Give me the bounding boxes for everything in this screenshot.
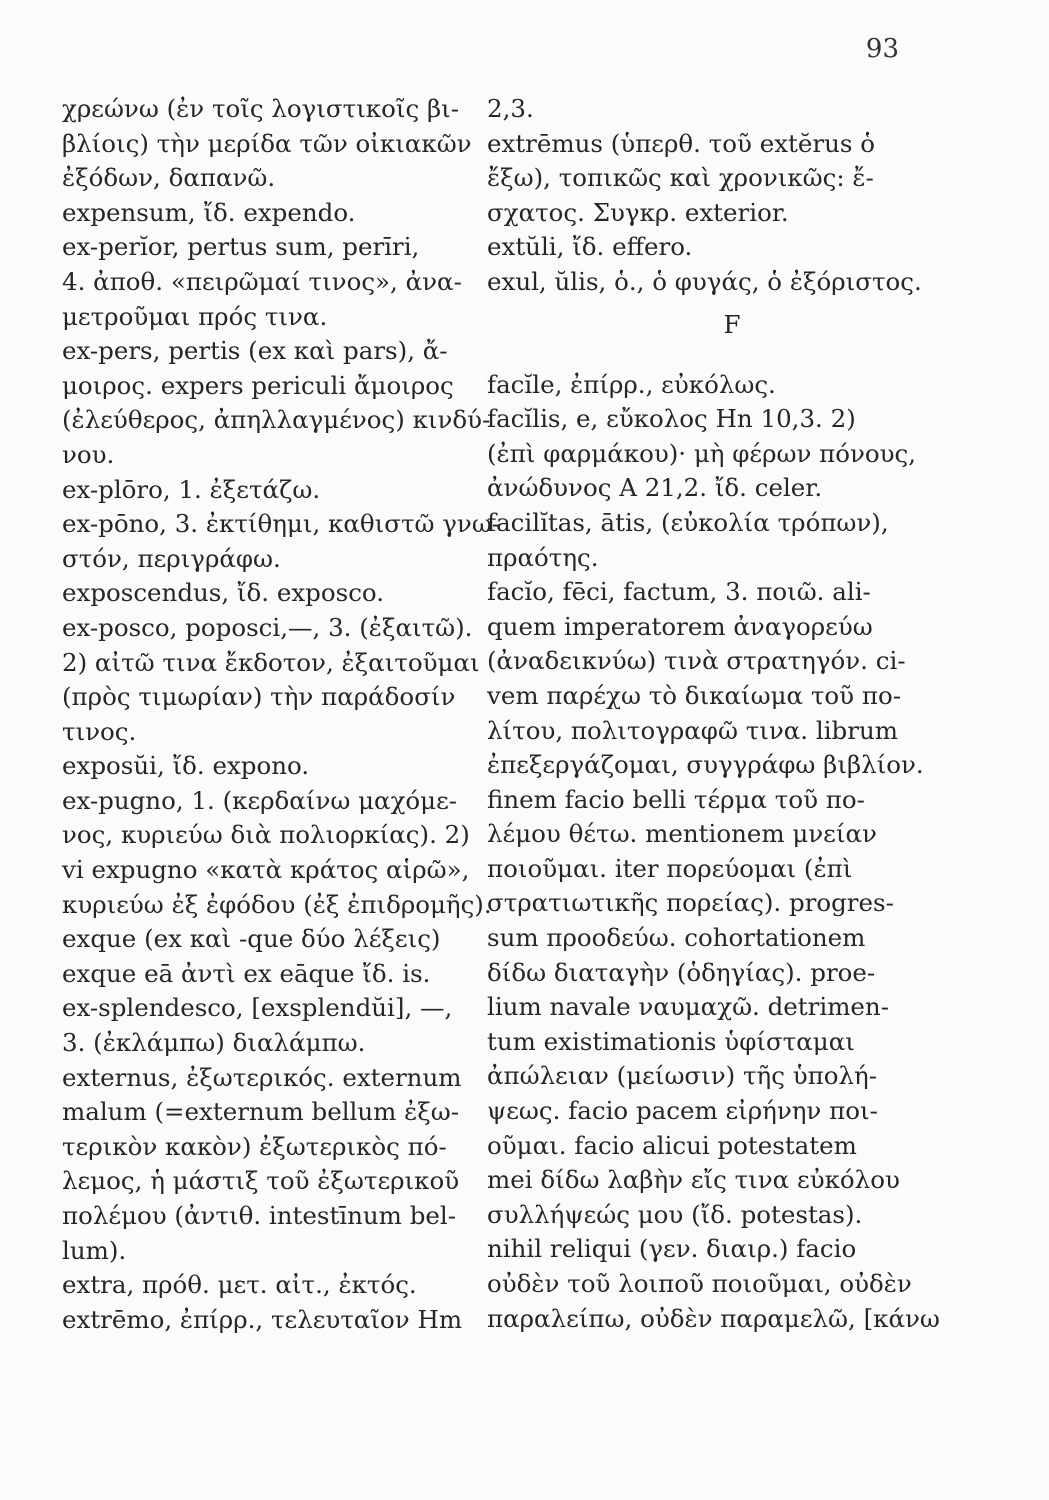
dictionary-line: τινος. [62,716,137,746]
section-letter: F [723,309,741,339]
dictionary-line: exque eā ἀντὶ ex eāque ἴδ. is. [62,958,431,988]
dictionary-line: extrēmo, ἐπίρρ., τελευταῖον Hm [62,1304,463,1334]
dictionary-line: πραότης. [487,542,599,572]
right-column [487,92,977,1336]
dictionary-line: ex-posco, poposci,—, 3. (ἐξαιτῶ). [62,612,473,642]
dictionary-line: ἔξω), τοπικῶς καὶ χρονικῶς: ἔ- [487,163,874,193]
dictionary-line: ἐπεξεργάζομαι, συγγράφω βιβλίον. [487,750,924,780]
dictionary-line: λέμου θέτω. mentionem μνείαν [487,819,877,849]
dictionary-line: ex-pugno, 1. (κερδαίνω μαχόμε- [62,785,458,815]
dictionary-line: νος, κυριεύω διὰ πολιορκίας). 2) [62,820,470,850]
dictionary-line: exposŭi, ἴδ. expono. [62,751,310,781]
dictionary-line: vem παρέχω τὸ δικαίωμα τοῦ πο- [487,680,901,710]
dictionary-line: extrēmus (ὑπερθ. τοῦ extĕrus ὁ [487,128,875,158]
dictionary-line: expensum, ἴδ. expendo. [62,197,356,227]
dictionary-line: ex-pōno, 3. ἐκτίθημι, καθιστῶ γνω- [62,509,501,539]
dictionary-line: externus, ἐξωτερικός. externum [62,1062,462,1092]
dictionary-line: (ἐπὶ φαρμάκου)· μὴ φέρων πόνους, [487,438,917,468]
dictionary-line: οῦμαι. facio alicui potestatem [487,1130,857,1160]
dictionary-line: facĭle, ἐπίρρ., εὐκόλως. [487,369,776,399]
dictionary-line: exque (ex καὶ -que δύο λέξεις) [62,924,441,954]
dictionary-line: extra, πρόθ. μετ. αἰτ., ἐκτός. [62,1270,417,1300]
dictionary-line: (πρὸς τιμωρίαν) τὴν παράδοσίν [62,682,456,712]
dictionary-line: χρεώνω (ἐν τοῖς λογιστικοῖς βι- [62,94,460,123]
dictionary-line: lium navale ναυμαχῶ. detrimen- [487,992,889,1022]
dictionary-line: μοιρος. expers periculi ἄμοιρος [62,370,454,400]
dictionary-line: nihil reliqui (γεν. διαιρ.) facio [487,1234,857,1264]
dictionary-line: exposcendus, ἴδ. exposco. [62,578,385,608]
dictionary-line: στρατιωτικῆς πορείας). progres- [487,888,894,918]
dictionary-line: ex-pers, pertis (ex καὶ pars), ἄ- [62,336,448,366]
dictionary-line: ex-plōro, 1. ἐξετάζω. [62,474,321,504]
dictionary-line: (ἀναδεικνύω) τινὰ στρατηγόν. ci- [487,646,906,676]
dictionary-line: ἀνώδυνος A 21,2. ἴδ. celer. [487,473,823,503]
dictionary-line: tum existimationis ὑφίσταμαι [487,1026,855,1056]
dictionary-line: 4. ἀποθ. «πειρῶμαί τινος», ἀνα- [62,266,462,296]
dictionary-line: 2) αἰτῶ τινα ἔκδοτον, ἐξαιτοῦμαι [62,647,480,677]
dictionary-line: facĭo, fēci, factum, 3. ποιῶ. ali- [487,577,871,607]
dictionary-line: λεμος, ἡ μάστιξ τοῦ ἐξωτερικοῦ [62,1166,460,1196]
dictionary-line: extŭli, ἴδ. effero. [487,232,693,262]
dictionary-line: quem imperatorem ἀναγορεύω [487,611,873,641]
left-column [62,92,501,1337]
dictionary-line: facĭlis, e, εὔκολος Hn 10,3. 2) [487,404,856,434]
dictionary-line: ἐξόδων, δαπανῶ. [62,163,276,193]
dictionary-line: βλίοις) τὴν μερίδα τῶν οἰκιακῶν [62,128,472,158]
dictionary-line: λίτου, πολιτογραφῶ τινα. librum [487,715,898,745]
dictionary-line: lum). [62,1235,127,1265]
dictionary-line: 2,3. [487,94,534,123]
dictionary-line: facilĭtas, ātis, (εὐκολία τρόπων), [487,507,889,537]
dictionary-line: ἀπώλειαν (μείωσιν) τῆς ὑπολή- [487,1061,877,1091]
right-column-top [487,92,977,300]
dictionary-line: ψεως. facio pacem εἰρήνην ποι- [487,1096,878,1126]
right-column-bottom [487,368,977,1337]
dictionary-line: ex-perĭor, pertus sum, perīri, [62,232,420,262]
dictionary-line: οὐδὲν τοῦ λοιποῦ ποιοῦμαι, οὐδὲν [487,1269,912,1298]
dictionary-line: δίδω διαταγὴν (ὁδηγίας). proe- [487,957,876,987]
dictionary-line: στόν, περιγράφω. [62,543,281,573]
dictionary-line: πολέμου (ἀντιθ. intestīnum bel- [62,1201,456,1230]
dictionary-line: σχατος. Συγκρ. exterior. [487,197,789,227]
dictionary-line: ποιοῦμαι. iter πορεύομαι (ἐπὶ [487,853,853,883]
dictionary-line: exul, ŭlis, ὁ., ὁ φυγάς, ὁ ἐξόριστος. [487,266,922,296]
dictionary-line: sum προοδεύω. cohortationem [487,923,866,953]
dictionary-line: κυριεύω ἐξ ἐφόδου (ἐξ ἐπιδρομῆς). [62,889,492,919]
dictionary-line: ex-splendesco, [exsplendŭi], —, [62,993,453,1023]
dictionary-line: τερικὸν κακὸν) ἐξωτερικὸς πό- [62,1131,447,1161]
dictionary-line: mei δίδω λαβὴν εἴς τινα εὐκόλου [487,1165,900,1195]
dictionary-line: malum (=externum bellum ἐξω- [62,1097,460,1127]
page-number: 93 [865,34,899,64]
dictionary-line: συλλήψεώς μου (ἴδ. potestas). [487,1199,863,1229]
dictionary-line: νου. [62,439,115,469]
dictionary-line: μετροῦμαι πρός τινα. [62,301,328,331]
dictionary-line: παραλείπω, οὐδὲν παραμελῶ, [κάνω [487,1303,940,1333]
dictionary-line: finem facio belli τέρμα τοῦ πο- [487,784,865,814]
dictionary-line: (ἐλεύθερος, ἀπηλλαγμένος) κινδύ- [62,405,491,435]
dictionary-line: vi expugno «κατὰ κράτος αἱρῶ», [62,855,470,885]
dictionary-line: 3. (ἐκλάμπω) διαλάμπω. [62,1028,366,1058]
